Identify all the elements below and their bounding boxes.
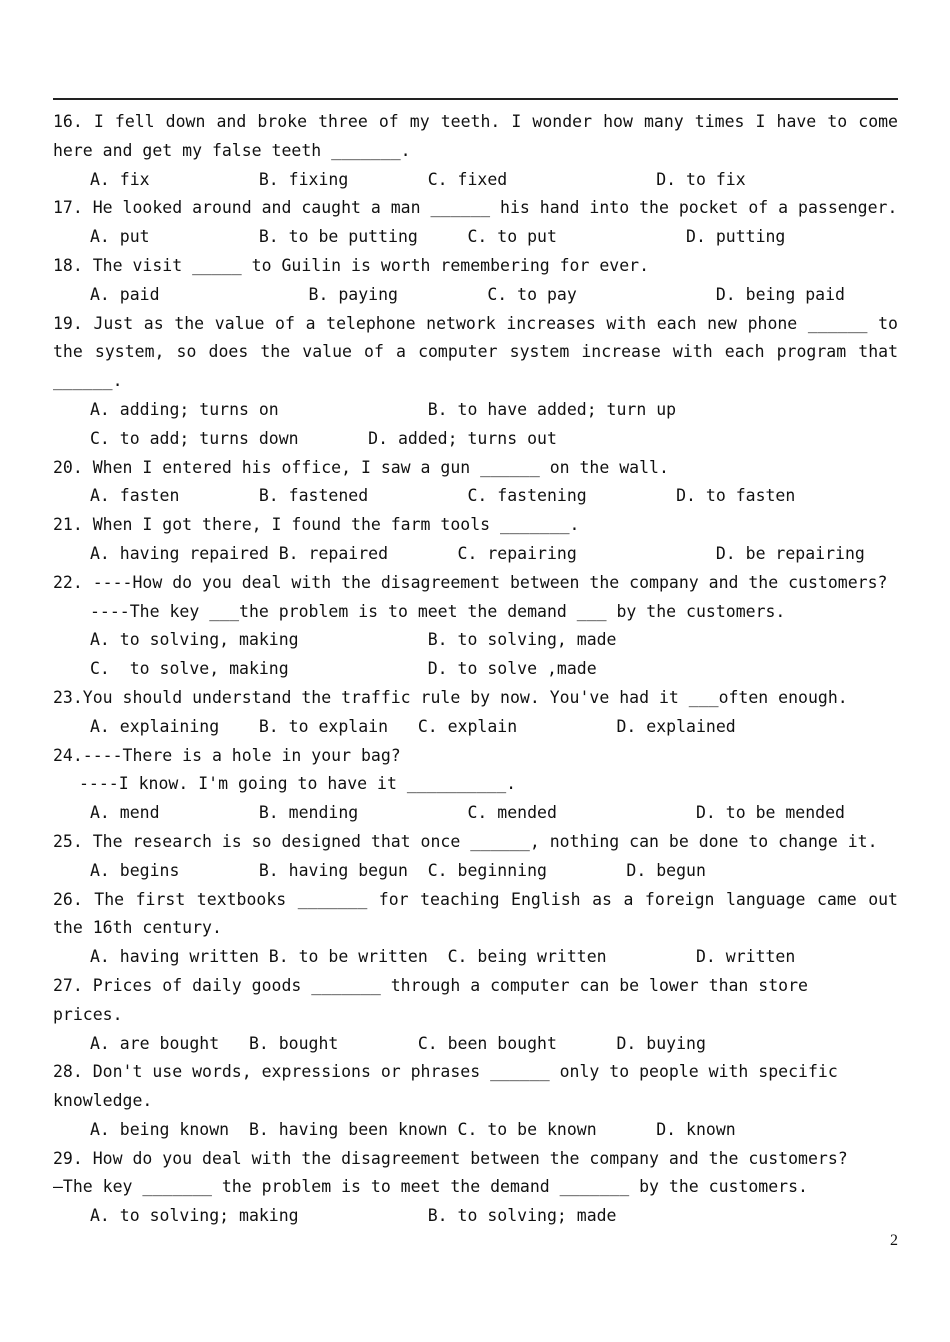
text-line: 21. When I got there, I found the farm tools _______. — [53, 515, 580, 535]
text-line: A. being known B. having been known C. to be known D. known — [90, 1119, 736, 1139]
text-line: ----The key ___the problem is to meet the demand ___ by the customers. — [90, 601, 786, 621]
text-line: 16. I fell down and broke three of my teeth. I wonder how many times I have to come — [53, 112, 898, 131]
text-line: A. explaining B. to explain C. explain D. explained — [90, 716, 736, 736]
text-line: 17. He looked around and caught a man ______ his hand into the pocket of a passenger. — [53, 198, 898, 218]
text-line: 18. The visit _____ to Guilin is worth remembering for ever. — [53, 255, 650, 275]
text-line: A. having repaired B. repaired C. repairing D. be repairing — [90, 543, 865, 563]
text-line: A. to solving, making B. to solving, made — [90, 630, 617, 650]
text-line: 26. The first textbooks _______ for teaching English as a foreign language came out — [53, 889, 898, 909]
text-line: —The key _______ the problem is to meet the demand _______ by the customers. — [53, 1177, 808, 1197]
text-line: A. fix B. fixing C. fixed D. to fix — [90, 169, 746, 189]
text-line: ----I know. I'm going to have it __________. — [79, 774, 517, 794]
page-number: 2 — [890, 1232, 898, 1249]
text-line: the system, so does the value of a computer system increase with each program that — [53, 342, 898, 362]
text-line: here and get my false teeth _______. — [53, 140, 411, 160]
text-line: knowledge. — [53, 1091, 153, 1111]
text-line: A. put B. to be putting C. to put D. putting — [90, 227, 786, 247]
text-line: the 16th century. — [53, 918, 222, 938]
text-line: A. to solving; making B. to solving; made — [90, 1206, 617, 1226]
text-line: A. begins B. having begun C. beginning D. begun — [90, 860, 706, 880]
text-line: C. to add; turns down D. added; turns out — [90, 428, 557, 448]
text-line: A. having written B. to be written C. being written D. written — [90, 947, 796, 967]
text-line: 24.----There is a hole in your bag? — [53, 745, 401, 765]
text-line: prices. — [53, 1004, 123, 1024]
text-line: C. to solve, making D. to solve ,made — [90, 659, 597, 679]
text-line: ______. — [53, 371, 123, 391]
text-line: 25. The research is so designed that once ______, nothing can be done to change it. — [53, 831, 878, 851]
question-text-body — [53, 108, 898, 1231]
text-line: 27. Prices of daily goods _______ through a computer can be lower than store — [53, 975, 808, 995]
text-line: A. paid B. paying C. to pay D. being paid — [90, 284, 845, 304]
text-line: 23.You should understand the traffic rule by now. You've had it ___often enough. — [53, 687, 848, 707]
text-line: 28. Don't use words, expressions or phrases ______ only to people with specific — [53, 1062, 838, 1082]
header-rule — [53, 98, 898, 100]
text-line: A. mend B. mending C. mended D. to be mended — [90, 803, 845, 823]
text-line: 20. When I entered his office, I saw a gun ______ on the wall. — [53, 457, 669, 477]
text-line: A. fasten B. fastened C. fastening D. to fasten — [90, 486, 796, 506]
text-line: A. adding; turns on B. to have added; turn up — [90, 399, 677, 419]
text-line: A. are bought B. bought C. been bought D. buying — [90, 1033, 706, 1053]
text-line: 22. ----How do you deal with the disagreement between the company and the customers? — [53, 572, 888, 592]
text-line: 19. Just as the value of a telephone network increases with each new phone ______ to — [53, 313, 898, 333]
text-line: 29. How do you deal with the disagreement between the company and the customers? — [53, 1148, 848, 1168]
